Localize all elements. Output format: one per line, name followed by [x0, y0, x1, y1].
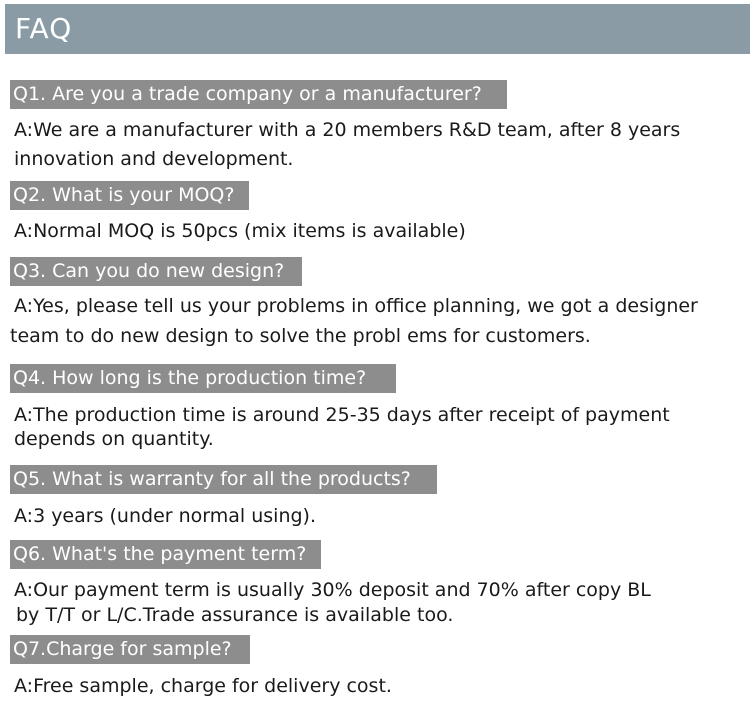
faq-question-4: Q4. How long is the production time?	[10, 364, 396, 393]
faq-answer-6-line-1: A:Our payment term is usually 30% deposit and 70% after copy BL	[14, 579, 651, 601]
faq-question-7: Q7.Charge for sample?	[10, 635, 250, 664]
page-title: FAQ	[15, 12, 73, 45]
faq-answer-5-line-1: A:3 years (under normal using).	[14, 505, 317, 527]
faq-question-5: Q5. What is warranty for all the products?	[10, 465, 437, 494]
faq-header	[5, 4, 750, 54]
faq-answer-7-line-1: A:Free sample, charge for delivery cost.	[14, 675, 392, 697]
faq-question-6: Q6. What's the payment term?	[10, 540, 321, 569]
faq-answer-4-line-2: depends on quantity.	[14, 428, 214, 450]
faq-answer-3-line-2: team to do new design to solve the probl ems for customers.	[10, 325, 591, 347]
faq-answer-1-line-2: innovation and development.	[14, 148, 294, 170]
faq-answer-4-line-1: A:The production time is around 25-35 days after receipt of payment	[14, 404, 670, 426]
faq-answer-6-line-2: by T/T or L/C.Trade assurance is available too.	[16, 604, 454, 626]
faq-answer-1-line-1: A:We are a manufacturer with a 20 members R&D team, after 8 years	[14, 119, 681, 141]
faq-question-1: Q1. Are you a trade company or a manufacturer?	[10, 80, 507, 109]
faq-answer-3-line-1: A:Yes, please tell us your problems in office planning, we got a designer	[14, 295, 698, 317]
faq-question-3: Q3. Can you do new design?	[10, 257, 302, 286]
faq-question-2: Q2. What is your MOQ?	[10, 181, 249, 210]
faq-answer-2-line-1: A:Normal MOQ is 50pcs (mix items is available)	[14, 220, 466, 242]
